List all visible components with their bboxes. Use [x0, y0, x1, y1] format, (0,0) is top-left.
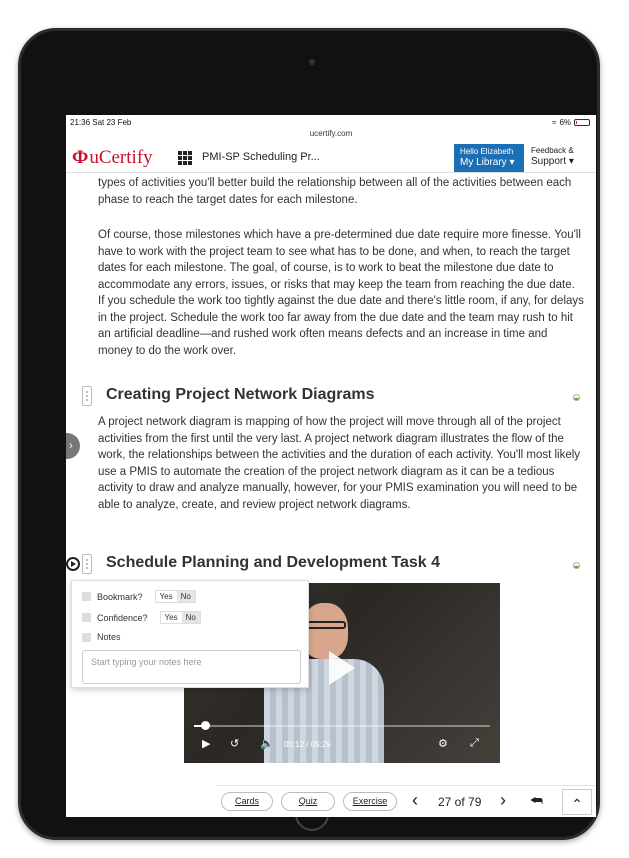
cards-button[interactable]: Cards — [221, 792, 273, 811]
next-page-icon[interactable]: › — [500, 790, 506, 810]
confidence-checkbox[interactable] — [82, 613, 91, 622]
play-icon[interactable]: ▶ — [202, 738, 211, 750]
progress-indicator-icon — [573, 562, 580, 569]
video-progress-track[interactable] — [194, 725, 490, 727]
support-label: Support — [531, 156, 567, 167]
scroll-up-button[interactable]: ⌃ — [562, 789, 592, 815]
return-icon[interactable]: ⮪ — [530, 792, 544, 808]
quiz-button[interactable]: Quiz — [281, 792, 335, 811]
confidence-toggle[interactable] — [160, 611, 201, 624]
rewind-10-icon[interactable]: ↺ — [230, 738, 240, 750]
my-library-button[interactable] — [454, 144, 524, 172]
confidence-row — [82, 611, 201, 624]
wifi-icon: ≈ — [552, 118, 557, 127]
confidence-label: Confidence? — [97, 612, 148, 623]
progress-indicator-icon — [573, 394, 580, 401]
notes-row — [82, 632, 121, 642]
ucertify-logo[interactable] — [72, 147, 153, 169]
video-play-icon[interactable] — [329, 651, 355, 685]
app-header — [66, 143, 596, 173]
notes-popover — [71, 580, 309, 688]
section-heading: Schedule Planning and Development Task 4 — [106, 554, 441, 571]
camera-dot — [309, 59, 315, 65]
play-circle-icon[interactable] — [66, 557, 80, 571]
notes-checkbox[interactable] — [82, 633, 91, 642]
library-label: My Library — [460, 156, 507, 168]
bookmark-checkbox[interactable] — [82, 592, 91, 601]
user-greeting: Hello Elizabeth — [460, 147, 514, 156]
bookmark-ribbon-icon[interactable] — [82, 554, 92, 574]
course-title[interactable]: PMI-SP Scheduling Pr... — [202, 151, 320, 163]
no-option[interactable]: No — [182, 612, 200, 623]
settings-gear-icon[interactable]: ⚙ — [438, 738, 448, 750]
page-counter: 27 of 79 — [438, 795, 482, 809]
exercise-button[interactable]: Exercise — [343, 792, 397, 811]
fullscreen-icon[interactable]: ⤢ — [470, 737, 479, 749]
status-bar — [66, 115, 596, 143]
paragraph: A project network diagram is mapping of how the project will move through all of the project activities from the first until the very last. A project network diagram illustrates the flow of the work, the relationships between the activities and the duration of each activity. You'll most likely use a PMIS to automate the creation of the project network diagram as it can be a tedious activity to draw and analyze manually, however, for your PMIS examination you will need to be able to analyze, create, and review project network diagrams. — [98, 416, 581, 511]
status-indicators — [552, 118, 590, 127]
bookmark-toggle[interactable] — [155, 590, 196, 603]
bottom-toolbar — [216, 785, 596, 817]
yes-option[interactable]: Yes — [159, 592, 173, 601]
no-option[interactable]: No — [177, 591, 195, 602]
notes-label: Notes — [97, 632, 121, 642]
caret-down-icon: ▾ — [568, 156, 574, 167]
url-label[interactable]: ucertify.com — [309, 129, 353, 138]
screen — [66, 115, 596, 817]
video-progress-knob[interactable] — [201, 721, 210, 730]
bookmark-label: Bookmark? — [97, 591, 143, 602]
bookmark-ribbon-icon[interactable] — [82, 386, 92, 406]
tablet-frame — [18, 28, 600, 840]
yes-option[interactable]: Yes — [164, 613, 178, 622]
volume-icon[interactable]: 🔈 — [260, 738, 274, 750]
status-time: 21:36 Sat 23 Feb — [70, 118, 132, 127]
battery-percent: 6% — [559, 118, 571, 127]
caret-down-icon: ▾ — [509, 156, 515, 168]
bookmark-row — [82, 590, 196, 603]
feedback-label: Feedback & — [531, 146, 574, 155]
logo-text: uCertify — [89, 147, 153, 168]
video-time: 00:12 / 05:29 — [284, 740, 331, 749]
battery-icon — [574, 119, 590, 126]
logo-mark-icon: Ф — [72, 147, 89, 168]
section-heading: Creating Project Network Diagrams — [106, 386, 375, 403]
sidebar-toggle-button[interactable]: › — [66, 433, 80, 459]
notes-input[interactable]: Start typing your notes here — [82, 650, 301, 684]
paragraph: Of course, those milestones which have a pre-determined due date require more finesse. You'll have to work with the project team to see what has to be done, and when, to reach the target dates for each milestone. The goal, of course, is to work to beat the milestone due date to accommodate any errors, issues, or risks that may keep the team from reaching the due date. If you schedule the work too tightly against the due date and there's little room, if any, for delays in the project. Schedule the work too far away from the due date and the team may rush to hit an artificial deadline—and rushed work often means defects and an increase in time and money to do the work over. — [98, 229, 584, 357]
apps-grid-icon[interactable] — [178, 151, 192, 165]
paragraph: types of activities you'll better build the relationship between all of the activities between each phase to reach the target dates for each milestone. — [98, 177, 572, 206]
previous-page-icon[interactable]: ‹ — [412, 790, 418, 810]
feedback-support-button[interactable] — [531, 146, 593, 169]
